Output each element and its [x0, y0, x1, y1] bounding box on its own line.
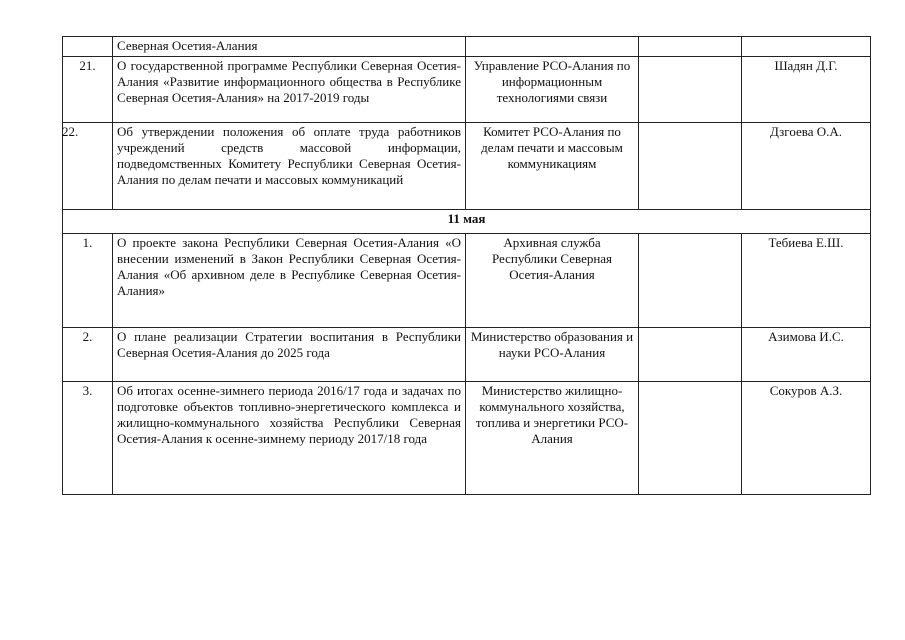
row-number: 3. — [63, 382, 113, 495]
row-organization: Комитет РСО-Алания по делам печати и массовым коммуникациям — [466, 123, 639, 210]
row-number — [63, 37, 113, 57]
row-organization: Управление РСО-Алания по информационным технологиями связи — [466, 57, 639, 123]
table-row — [63, 382, 871, 495]
schedule-table — [62, 36, 871, 495]
table-row — [63, 123, 871, 210]
row-title: О плане реализации Стратегии воспитания в Республики Северная Осетия-Алания до 2025 года — [113, 328, 466, 382]
table-row — [63, 37, 871, 57]
row-title: Об утверждении положения об оплате труда работников учреждений средств массовой информации, подведомственных Комитету Республики Северная Осетия-Алания по делам печати и массовых коммуникаций — [113, 123, 466, 210]
row-number: 22. — [58, 123, 108, 210]
row-title: Об итогах осенне-зимнего периода 2016/17 года и задачах по подготовке объектов топливно-энергетического комплекса и жилищно-коммунального хозяйства Республики Северная Осетия-Алания к осенне-зимнему периоду 2017/18 года — [113, 382, 466, 495]
row-responsible: Шадян Д.Г. — [742, 57, 871, 123]
row-extra — [639, 57, 742, 123]
row-extra — [639, 123, 742, 210]
row-extra — [639, 382, 742, 495]
row-organization: Архивная служба Республики Северная Осетия-Алания — [466, 234, 639, 328]
row-responsible: Азимова И.С. — [742, 328, 871, 382]
row-title: О государственной программе Республики Северная Осетия-Алания «Развитие информационного общества в Республике Северная Осетия-Алания» на 2017-2019 годы — [113, 57, 466, 123]
row-organization: Министерство жилищно-коммунального хозяйства, топлива и энергетики РСО-Алания — [466, 382, 639, 495]
row-responsible: Тебиева Е.Ш. — [742, 234, 871, 328]
table-row — [63, 328, 871, 382]
row-number: 21. — [63, 57, 113, 123]
table-row — [63, 234, 871, 328]
row-title: О проекте закона Республики Северная Осетия-Алания «О внесении изменений в Закон Республики Северная Осетия-Алания «Об архивном деле в Республике Северная Осетия-Алания» — [113, 234, 466, 328]
row-extra — [639, 37, 742, 57]
date-heading: 11 мая — [63, 210, 871, 234]
row-extra — [639, 328, 742, 382]
row-responsible: Дзгоева О.А. — [742, 123, 871, 210]
table-row — [63, 57, 871, 123]
row-title: Северная Осетия-Алания — [113, 37, 466, 57]
date-heading-row — [63, 210, 871, 234]
row-responsible — [742, 37, 871, 57]
row-number: 1. — [63, 234, 113, 328]
row-organization — [466, 37, 639, 57]
row-extra — [639, 234, 742, 328]
row-number: 2. — [63, 328, 113, 382]
row-organization: Министерство образования и науки РСО-Алания — [466, 328, 639, 382]
row-responsible: Сокуров А.З. — [742, 382, 871, 495]
